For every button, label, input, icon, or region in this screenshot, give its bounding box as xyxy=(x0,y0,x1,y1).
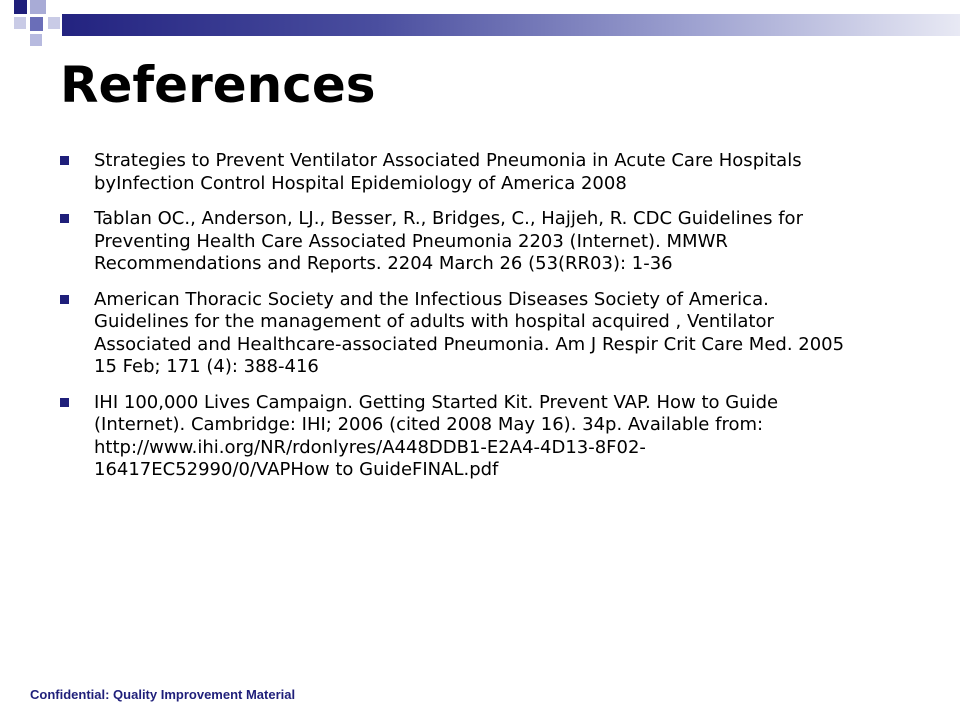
reference-item xyxy=(60,208,860,276)
square-bullet-icon xyxy=(60,295,69,304)
square-bullet-icon xyxy=(60,398,69,407)
reference-text: Tablan OC., Anderson, LJ., Besser, R., Bridges, C., Hajjeh, R. CDC Guidelines for Preventing Health Care Associated Pneumonia 2203 (Internet). MMWR Recommendations and Reports. 2204 March 26 (53(RR03): 1-36 xyxy=(94,208,803,274)
decor-square xyxy=(14,0,27,14)
reference-item xyxy=(60,392,860,482)
reference-text: Strategies to Prevent Ventilator Associated Pneumonia in Acute Care Hospitals byInfection Control Hospital Epidemiology of America 2008 xyxy=(94,150,802,194)
reference-item xyxy=(60,289,860,379)
slide-title: References xyxy=(60,56,376,114)
reference-text: IHI 100,000 Lives Campaign. Getting Started Kit. Prevent VAP. How to Guide (Internet). Cambridge: IHI; 2006 (cited 2008 May 16). 34p. Available from: http://www.ihi.org/NR/rdonlyres/A448DDB1-E2A4-4D13-8F02-16417EC52990/0/VAPHow to GuideFINAL.pdf xyxy=(94,391,779,480)
square-bullet-icon xyxy=(60,156,69,165)
reference-text: American Thoracic Society and the Infectious Diseases Society of America. Guidelines for the management of adults with hospital acquired , Ventilator Associated and Healthcare-associated Pneumonia. Am J Respir Crit Care Med. 2005 15 Feb; 171 (4): 388-416 xyxy=(94,288,845,377)
square-bullet-icon xyxy=(60,214,69,223)
references-list xyxy=(60,150,860,495)
confidential-footer: Confidential: Quality Improvement Material xyxy=(30,687,296,702)
decor-square xyxy=(30,17,43,31)
decor-square xyxy=(30,0,46,14)
reference-item xyxy=(60,150,860,195)
decor-square xyxy=(48,17,60,29)
decor-square xyxy=(30,34,42,46)
decor-square xyxy=(14,17,26,29)
header-gradient-bar xyxy=(62,14,960,36)
